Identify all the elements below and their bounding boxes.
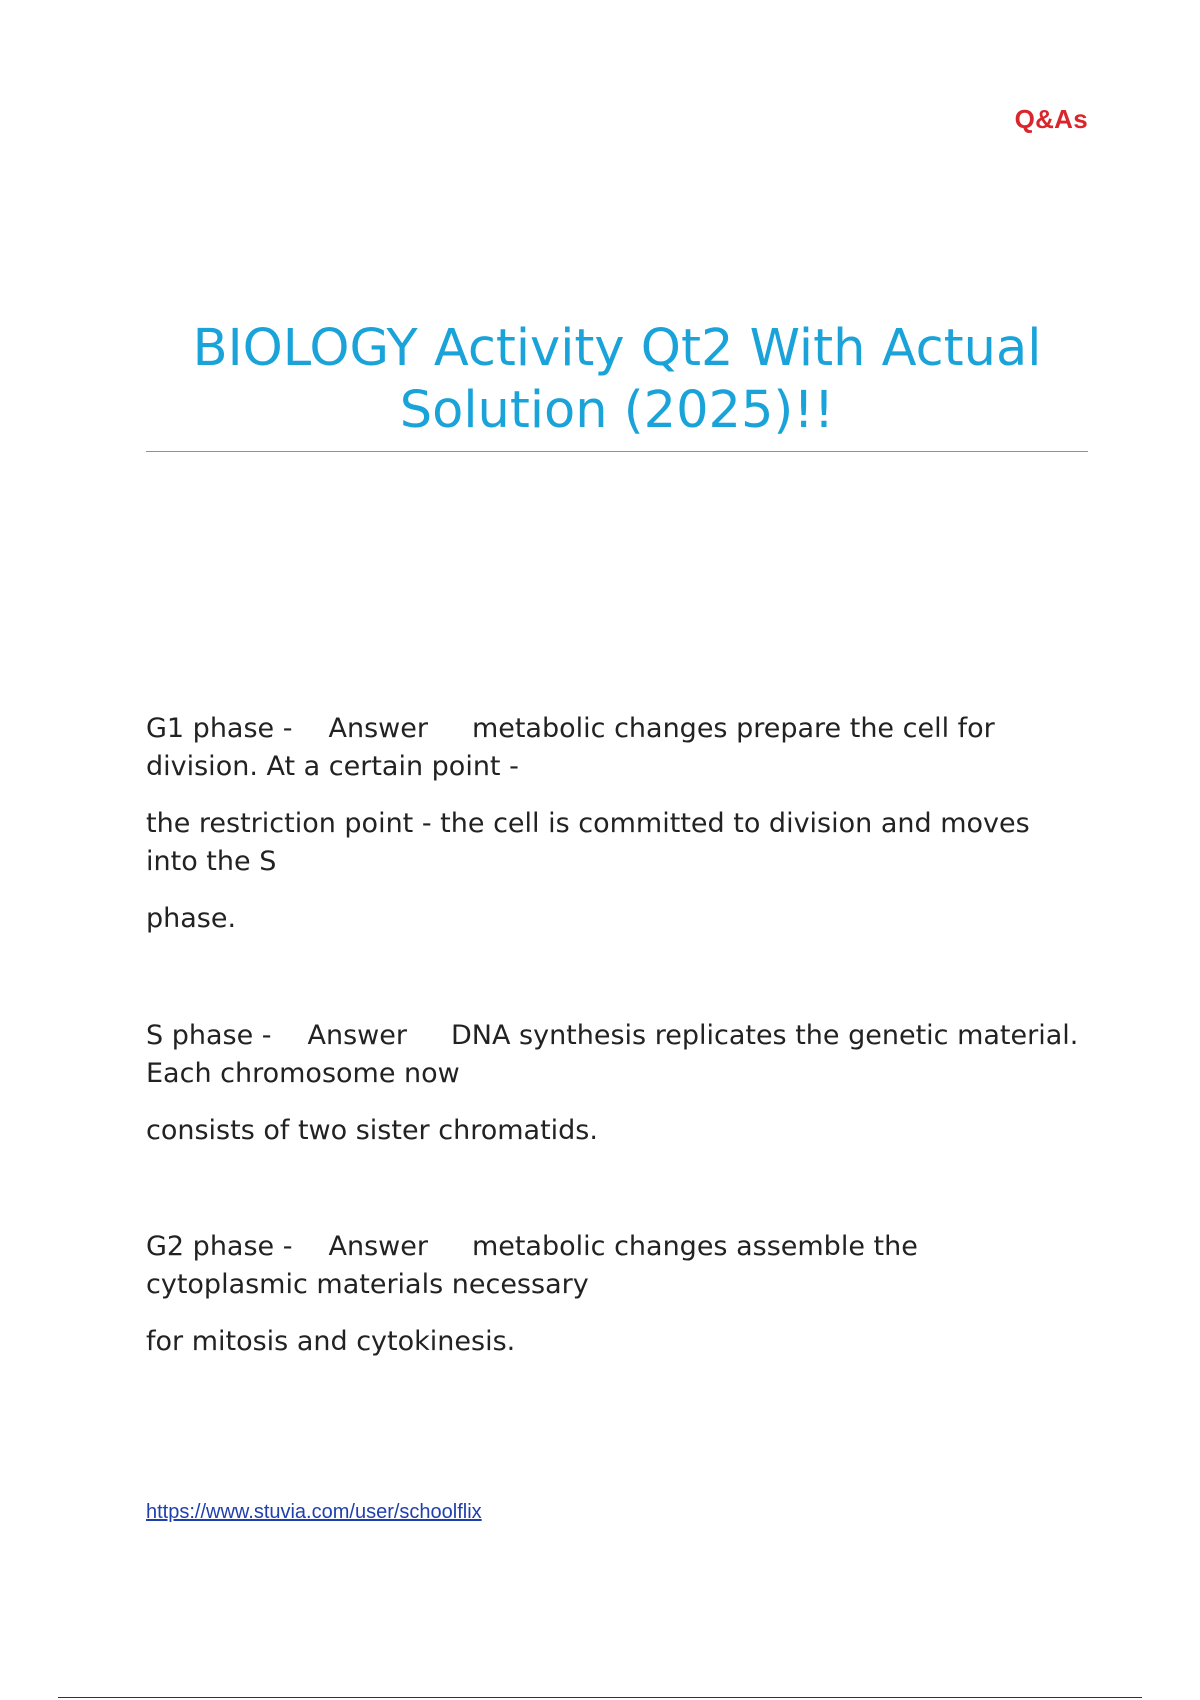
qa-item-s-phase — [146, 1017, 1088, 1169]
qa-item-g1-phase — [146, 710, 1088, 957]
qa-answer-text: metabolic changes prepare the cell for division. At a certain point - — [146, 713, 995, 782]
qa-answer-label: Answer — [328, 713, 428, 744]
author-profile-link[interactable]: https://www.stuvia.com/user/schoolflix — [146, 1501, 482, 1523]
qa-item-g2-phase — [146, 1228, 1088, 1380]
qas-header-label: Q&As — [1014, 104, 1088, 134]
qa-question-line — [146, 710, 1088, 786]
qa-answer-label: Answer — [307, 1020, 407, 1051]
qa-answer-continuation: consists of two sister chromatids. — [146, 1115, 598, 1146]
qa-answer-text: DNA synthesis replicates the genetic material. Each chromosome now — [146, 1020, 1079, 1089]
qa-answer-continuation: phase. — [146, 903, 237, 934]
document-title: BIOLOGY Activity Qt2 With Actual Solution (2025)!! — [192, 319, 1042, 440]
qa-term: S phase - — [146, 1020, 272, 1051]
qa-term: G1 phase - — [146, 713, 293, 744]
footer-divider — [58, 1697, 1142, 1698]
qa-answer-continuation: the restriction point - the cell is committed to division and moves into the S — [146, 808, 1030, 877]
title-underline — [146, 451, 1088, 452]
qa-answer-text: metabolic changes assemble the cytoplasmic materials necessary — [146, 1231, 918, 1300]
qa-answer-continuation: for mitosis and cytokinesis. — [146, 1326, 516, 1357]
qa-question-line — [146, 1228, 1088, 1304]
qa-answer-label: Answer — [328, 1231, 428, 1262]
qa-term: G2 phase - — [146, 1231, 293, 1262]
qa-question-line — [146, 1017, 1088, 1093]
